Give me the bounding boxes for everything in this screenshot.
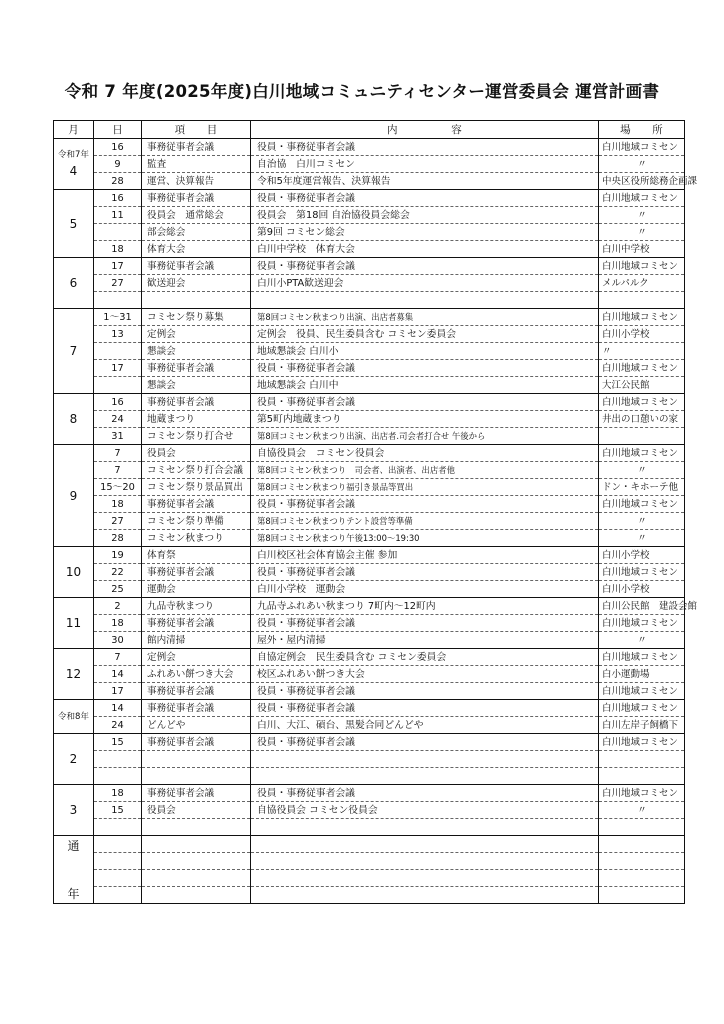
table-row xyxy=(54,207,685,224)
day-cell xyxy=(94,853,142,870)
place-cell: 白川地域コミセン xyxy=(599,496,685,513)
item-cell: 事務従事者会議 xyxy=(142,683,251,700)
day-cell: 18 xyxy=(94,241,142,258)
content-cell xyxy=(251,292,599,309)
month-cell-10: 10 xyxy=(54,547,94,598)
place-cell: 井出の口憩いの家 xyxy=(599,411,685,428)
content-cell xyxy=(251,887,599,904)
content-cell: 校区ふれあい餅つき大会 xyxy=(251,666,599,683)
day-cell: 24 xyxy=(94,411,142,428)
content-cell xyxy=(251,853,599,870)
place-cell: 〃 xyxy=(599,513,685,530)
table-row xyxy=(54,785,685,802)
day-cell xyxy=(94,819,142,836)
content-cell: 第8回コミセン秋まつりテント設営等準備 xyxy=(251,513,599,530)
item-cell: 事務従事者会議 xyxy=(142,615,251,632)
item-cell: 事務従事者会議 xyxy=(142,394,251,411)
place-cell xyxy=(599,428,685,445)
content-cell: 九品寺ふれあい秋まつり 7町内～12町内 xyxy=(251,598,599,615)
table-row xyxy=(54,615,685,632)
item-cell: どんどや xyxy=(142,717,251,734)
table-row-empty xyxy=(54,870,685,887)
content-cell: 役員会 第18回 自治協役員会総会 xyxy=(251,207,599,224)
table-row xyxy=(54,190,685,207)
item-cell: 部会総会 xyxy=(142,224,251,241)
content-cell: 役員・事務従事者会議 xyxy=(251,734,599,751)
month-cell-3: 3 xyxy=(54,785,94,836)
yearly-label-bottom: 年 xyxy=(67,886,80,901)
content-cell: 第9回 コミセン総会 xyxy=(251,224,599,241)
place-cell xyxy=(599,768,685,785)
item-cell: 歓送迎会 xyxy=(142,275,251,292)
content-cell: 自協定例会 民生委員含む コミセン委員会 xyxy=(251,649,599,666)
item-cell: 定例会 xyxy=(142,649,251,666)
table-row xyxy=(54,530,685,547)
day-cell: 18 xyxy=(94,785,142,802)
item-cell: コミセン祭り打合せ xyxy=(142,428,251,445)
content-cell: 役員・事務従事者会議 xyxy=(251,139,599,156)
day-cell: 15～20 xyxy=(94,479,142,496)
day-cell: 17 xyxy=(94,360,142,377)
month-cell-7: 7 xyxy=(54,309,94,394)
content-cell: 役員・事務従事者会議 xyxy=(251,190,599,207)
place-cell: 白川地域コミセン xyxy=(599,394,685,411)
day-cell xyxy=(94,887,142,904)
content-cell: 屋外・屋内清掃 xyxy=(251,632,599,649)
item-cell: 館内清掃 xyxy=(142,632,251,649)
day-cell: 17 xyxy=(94,258,142,275)
day-cell: 27 xyxy=(94,513,142,530)
place-cell xyxy=(599,887,685,904)
table-row-empty xyxy=(54,768,685,785)
table-row xyxy=(54,309,685,326)
place-cell: 白川小学校 xyxy=(599,581,685,598)
content-cell: 役員・事務従事者会議 xyxy=(251,394,599,411)
day-cell xyxy=(94,292,142,309)
item-cell: コミセン祭り準備 xyxy=(142,513,251,530)
item-cell xyxy=(142,853,251,870)
day-cell: 11 xyxy=(94,207,142,224)
item-cell: 運動会 xyxy=(142,581,251,598)
place-cell: 〃 xyxy=(599,224,685,241)
place-cell: 白川小学校 xyxy=(599,326,685,343)
item-cell xyxy=(142,819,251,836)
item-cell: 事務従事者会議 xyxy=(142,785,251,802)
day-cell xyxy=(94,343,142,360)
month-label: 4 xyxy=(69,164,78,178)
content-cell: 役員・事務従事者会議 xyxy=(251,700,599,717)
day-cell: 15 xyxy=(94,802,142,819)
content-cell xyxy=(251,751,599,768)
table-row xyxy=(54,717,685,734)
content-cell: 令和5年度運営報告、決算報告 xyxy=(251,173,599,190)
content-cell: 第8回コミセン秋まつり福引き景品等買出 xyxy=(251,479,599,496)
table-row xyxy=(54,513,685,530)
content-cell: 自治協 白川コミセン xyxy=(251,156,599,173)
table-row xyxy=(54,683,685,700)
header-item: 項 目 xyxy=(142,121,251,139)
table-row xyxy=(54,598,685,615)
day-cell: 7 xyxy=(94,649,142,666)
item-cell: 役員会 xyxy=(142,802,251,819)
item-cell xyxy=(142,887,251,904)
item-cell: 体育大会 xyxy=(142,241,251,258)
month-cell-12: 12 xyxy=(54,649,94,700)
place-cell: 白川中学校 xyxy=(599,241,685,258)
table-row-empty xyxy=(54,819,685,836)
day-cell xyxy=(94,751,142,768)
content-cell: 地域懇談会 白川小 xyxy=(251,343,599,360)
place-cell: 白川地域コミセン xyxy=(599,683,685,700)
item-cell: 監査 xyxy=(142,156,251,173)
header-row xyxy=(54,121,685,139)
table-row-empty xyxy=(54,887,685,904)
content-cell: 役員・事務従事者会議 xyxy=(251,258,599,275)
month-cell-1 xyxy=(54,700,94,734)
place-cell: 白川地域コミセン xyxy=(599,700,685,717)
place-cell: 白川地域コミセン xyxy=(599,649,685,666)
item-cell xyxy=(142,836,251,853)
place-cell: 白川地域コミセン xyxy=(599,785,685,802)
place-cell: 白川地域コミセン xyxy=(599,615,685,632)
item-cell: 事務従事者会議 xyxy=(142,360,251,377)
content-cell: 第8回コミセン秋まつり出演、出店者.司会者打合せ 午後から xyxy=(251,428,599,445)
day-cell: 9 xyxy=(94,156,142,173)
content-cell: 白川中学校 体育大会 xyxy=(251,241,599,258)
document-title: 令和 7 年度(2025年度)白川地域コミュニティセンター運営委員会 運営計画書 xyxy=(64,82,660,101)
day-cell: 25 xyxy=(94,581,142,598)
place-cell xyxy=(599,292,685,309)
day-cell: 1～31 xyxy=(94,309,142,326)
content-cell: 白川小学校 運動会 xyxy=(251,581,599,598)
table-row xyxy=(54,326,685,343)
item-cell: ふれあい餅つき大会 xyxy=(142,666,251,683)
table-row xyxy=(54,462,685,479)
content-cell: 第8回コミセン秋まつり午後13:00～19:30 xyxy=(251,530,599,547)
item-cell: 九品寺秋まつり xyxy=(142,598,251,615)
plan-table xyxy=(53,120,698,904)
header-month: 月 xyxy=(54,121,94,139)
place-cell: 白川地域コミセン xyxy=(599,734,685,751)
item-cell: コミセン秋まつり xyxy=(142,530,251,547)
table-row xyxy=(54,360,685,377)
table-row xyxy=(54,224,685,241)
table-row xyxy=(54,496,685,513)
era-label: 令和8年 xyxy=(58,711,89,722)
place-cell: 白川左岸子飼橋下 xyxy=(599,717,685,734)
content-cell: 役員・事務従事者会議 xyxy=(251,785,599,802)
content-cell xyxy=(251,819,599,836)
place-cell: メルパルク xyxy=(599,275,685,292)
day-cell xyxy=(94,836,142,853)
day-cell xyxy=(94,870,142,887)
table-row xyxy=(54,428,685,445)
item-cell xyxy=(142,751,251,768)
table-row xyxy=(54,632,685,649)
header-place: 場 所 xyxy=(599,121,685,139)
item-cell: 懇談会 xyxy=(142,343,251,360)
month-cell-yearly xyxy=(54,836,94,904)
place-cell: 白川地域コミセン xyxy=(599,139,685,156)
day-cell: 31 xyxy=(94,428,142,445)
table-row xyxy=(54,173,685,190)
place-cell: 〃 xyxy=(599,207,685,224)
place-cell: 大江公民館 xyxy=(599,377,685,394)
place-cell: 〃 xyxy=(599,156,685,173)
content-cell: 第8回コミセン秋まつり出演、出店者募集 xyxy=(251,309,599,326)
month-cell-11: 11 xyxy=(54,598,94,649)
item-cell: 運営、決算報告 xyxy=(142,173,251,190)
day-cell xyxy=(94,768,142,785)
day-cell: 28 xyxy=(94,530,142,547)
content-cell xyxy=(251,836,599,853)
place-cell: 白川地域コミセン xyxy=(599,258,685,275)
item-cell: 体育祭 xyxy=(142,547,251,564)
item-cell: 地蔵まつり xyxy=(142,411,251,428)
place-cell: 白川地域コミセン xyxy=(599,309,685,326)
place-cell xyxy=(599,751,685,768)
content-cell: 第8回コミセン秋まつり 司会者、出演者、出店者他 xyxy=(251,462,599,479)
item-cell: 事務従事者会議 xyxy=(142,564,251,581)
content-cell: 役員・事務従事者会議 xyxy=(251,564,599,581)
day-cell: 18 xyxy=(94,615,142,632)
day-cell: 18 xyxy=(94,496,142,513)
place-cell xyxy=(599,819,685,836)
item-cell: コミセン祭り打合会議 xyxy=(142,462,251,479)
day-cell: 15 xyxy=(94,734,142,751)
header-content: 内 容 xyxy=(251,121,599,139)
month-cell-6: 6 xyxy=(54,258,94,309)
day-cell: 22 xyxy=(94,564,142,581)
item-cell: 事務従事者会議 xyxy=(142,700,251,717)
table-row xyxy=(54,700,685,717)
place-cell: 白川地域コミセン xyxy=(599,564,685,581)
day-cell: 7 xyxy=(94,445,142,462)
place-cell xyxy=(599,870,685,887)
place-cell: 白小運動場 xyxy=(599,666,685,683)
content-cell: 定例会 役員、民生委員含む コミセン委員会 xyxy=(251,326,599,343)
content-cell xyxy=(251,870,599,887)
place-cell: 白川地域コミセン xyxy=(599,445,685,462)
day-cell: 30 xyxy=(94,632,142,649)
place-cell: 白川地域コミセン xyxy=(599,360,685,377)
month-cell-4 xyxy=(54,139,94,190)
place-cell xyxy=(599,853,685,870)
table-row xyxy=(54,802,685,819)
day-cell: 14 xyxy=(94,700,142,717)
day-cell: 7 xyxy=(94,462,142,479)
content-cell: 役員・事務従事者会議 xyxy=(251,496,599,513)
table-row xyxy=(54,479,685,496)
yearly-label-top: 通 xyxy=(67,838,80,853)
place-cell: 〃 xyxy=(599,530,685,547)
content-cell: 自協役員会 コミセン役員会 xyxy=(251,445,599,462)
table-row xyxy=(54,377,685,394)
table-row xyxy=(54,258,685,275)
table-row xyxy=(54,734,685,751)
table-row-empty xyxy=(54,836,685,853)
place-cell xyxy=(599,836,685,853)
table-row xyxy=(54,445,685,462)
day-cell: 24 xyxy=(94,717,142,734)
item-cell: 事務従事者会議 xyxy=(142,139,251,156)
table-row xyxy=(54,666,685,683)
table-row xyxy=(54,411,685,428)
day-cell: 13 xyxy=(94,326,142,343)
item-cell: 事務従事者会議 xyxy=(142,496,251,513)
item-cell: 懇談会 xyxy=(142,377,251,394)
content-cell: 役員・事務従事者会議 xyxy=(251,360,599,377)
table-row-empty xyxy=(54,751,685,768)
month-cell-2: 2 xyxy=(54,734,94,785)
table-row xyxy=(54,241,685,258)
table-row xyxy=(54,581,685,598)
table-row xyxy=(54,139,685,156)
item-cell xyxy=(142,870,251,887)
day-cell: 28 xyxy=(94,173,142,190)
place-cell: 〃 xyxy=(599,343,685,360)
header-day: 日 xyxy=(94,121,142,139)
place-cell: 〃 xyxy=(599,802,685,819)
table-row xyxy=(54,275,685,292)
day-cell xyxy=(94,377,142,394)
table-row-empty xyxy=(54,292,685,309)
item-cell xyxy=(142,292,251,309)
day-cell xyxy=(94,224,142,241)
content-cell: 白川校区社会体育協会主催 参加 xyxy=(251,547,599,564)
table-row xyxy=(54,394,685,411)
content-cell: 白川小PTA歓送迎会 xyxy=(251,275,599,292)
place-cell: 〃 xyxy=(599,632,685,649)
day-cell: 2 xyxy=(94,598,142,615)
place-cell: 〃 xyxy=(599,462,685,479)
table-row-empty xyxy=(54,853,685,870)
content-cell: 自協役員会 コミセン役員会 xyxy=(251,802,599,819)
day-cell: 16 xyxy=(94,139,142,156)
item-cell: 事務従事者会議 xyxy=(142,258,251,275)
day-cell: 16 xyxy=(94,190,142,207)
content-cell: 役員・事務従事者会議 xyxy=(251,683,599,700)
place-cell: 白川小学校 xyxy=(599,547,685,564)
item-cell: コミセン祭り募集 xyxy=(142,309,251,326)
place-cell: 白川公民館 建設会館 xyxy=(599,598,685,615)
era-label: 令和7年 xyxy=(58,150,89,160)
item-cell: 役員会 通常総会 xyxy=(142,207,251,224)
content-cell xyxy=(251,768,599,785)
day-cell: 19 xyxy=(94,547,142,564)
table-row xyxy=(54,343,685,360)
day-cell: 14 xyxy=(94,666,142,683)
day-cell: 16 xyxy=(94,394,142,411)
content-cell: 第5町内地蔵まつり xyxy=(251,411,599,428)
table-row xyxy=(54,649,685,666)
month-cell-5: 5 xyxy=(54,190,94,258)
item-cell: 定例会 xyxy=(142,326,251,343)
content-cell: 白川、大江、碩台、黒髪合同どんどや xyxy=(251,717,599,734)
item-cell: コミセン祭り景品買出 xyxy=(142,479,251,496)
table-row xyxy=(54,547,685,564)
month-cell-8: 8 xyxy=(54,394,94,445)
content-cell: 役員・事務従事者会議 xyxy=(251,615,599,632)
day-cell: 17 xyxy=(94,683,142,700)
item-cell: 役員会 xyxy=(142,445,251,462)
item-cell: 事務従事者会議 xyxy=(142,190,251,207)
place-cell: 中央区役所総務企画課 xyxy=(599,173,685,190)
place-cell: ドン・キホーテ他 xyxy=(599,479,685,496)
content-cell: 地域懇談会 白川中 xyxy=(251,377,599,394)
month-cell-9: 9 xyxy=(54,445,94,547)
table-row xyxy=(54,156,685,173)
place-cell: 白川地域コミセン xyxy=(599,190,685,207)
item-cell: 事務従事者会議 xyxy=(142,734,251,751)
day-cell: 27 xyxy=(94,275,142,292)
item-cell xyxy=(142,768,251,785)
table-row xyxy=(54,564,685,581)
